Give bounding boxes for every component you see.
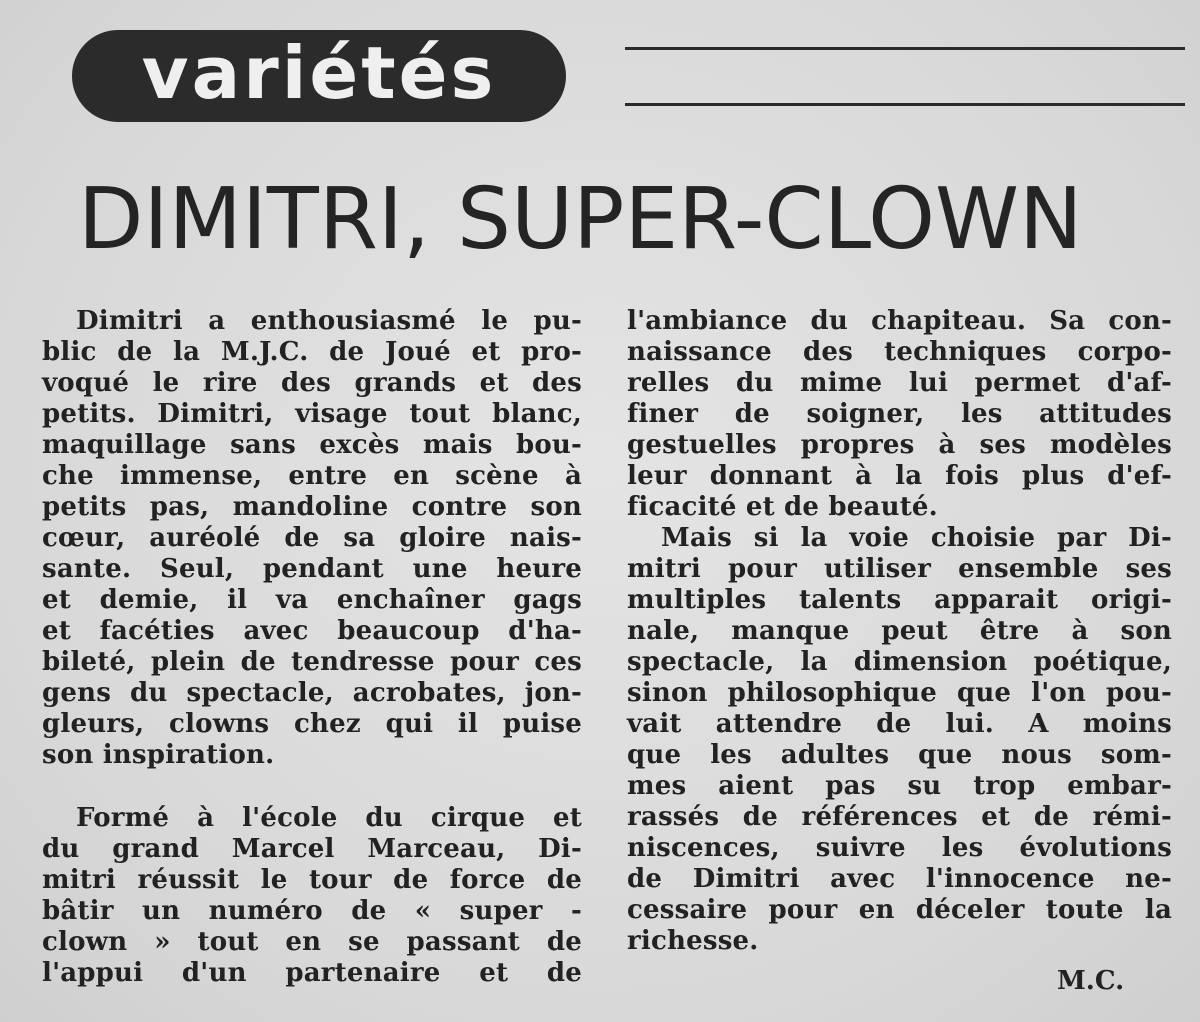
text-line: ficacité et de beauté.: [627, 492, 938, 522]
text-line: clown » tout en se passant de: [42, 927, 582, 957]
author-signature: M.C.: [1057, 966, 1125, 996]
text-line: maquillage sans excès mais bou-: [42, 430, 582, 460]
text-line: bileté, plein de tendresse pour ces: [42, 647, 582, 677]
text-line: et facéties avec beaucoup d'ha-: [42, 616, 582, 646]
paragraph-spacer: [42, 771, 582, 803]
text-line: cœur, auréolé de sa gloire nais-: [42, 523, 582, 553]
text-line: relles du mime lui permet d'af-: [627, 368, 1172, 398]
text-line: sante. Seul, pendant une heure: [42, 554, 582, 584]
text-line: che immense, entre en scène à: [42, 461, 582, 491]
text-line: l'appui d'un partenaire et de: [42, 958, 582, 988]
article-headline: DIMITRI, SUPER-CLOWN: [78, 170, 1083, 269]
text-line: mitri pour utiliser ensemble ses: [627, 554, 1172, 584]
right-column: [627, 306, 1172, 957]
right-paragraph-2: [627, 523, 1172, 957]
text-line: bâtir un numéro de « super -: [42, 896, 582, 926]
text-line: multiples talents apparait origi-: [627, 585, 1172, 615]
text-line: gleurs, clowns chez qui il puise: [42, 709, 582, 739]
text-line: nale, manque peut être à son: [627, 616, 1172, 646]
text-line: et demie, il va enchaîner gags: [42, 585, 582, 615]
text-line: richesse.: [627, 926, 759, 956]
text-line: gestuelles propres à ses modèles: [627, 430, 1172, 460]
text-line: vait attendre de lui. A moins: [627, 709, 1172, 739]
left-paragraph-1: [42, 306, 582, 771]
text-line: mitri réussit le tour de force de: [42, 865, 582, 895]
left-paragraph-2: [42, 803, 582, 989]
text-line: niscences, suivre les évolutions: [627, 833, 1172, 863]
text-line: spectacle, la dimension poétique,: [627, 647, 1172, 677]
text-line: leur donnant à la fois plus d'ef-: [627, 461, 1172, 491]
text-line: naissance des techniques corpo-: [627, 337, 1172, 367]
section-badge-label: variétés: [141, 31, 497, 115]
text-line: que les adultes que nous som-: [627, 740, 1172, 770]
text-line: cessaire pour en déceler toute la: [627, 895, 1172, 925]
text-line: l'ambiance du chapiteau. Sa con-: [627, 306, 1172, 336]
text-line: mes aient pas su trop embar-: [627, 771, 1172, 801]
text-line: de Dimitri avec l'innocence ne-: [627, 864, 1172, 894]
text-line: son inspiration.: [42, 740, 275, 770]
text-line: du grand Marcel Marceau, Di-: [42, 834, 582, 864]
header-rule-top: [625, 47, 1185, 50]
text-line: Formé à l'école du cirque et: [76, 803, 582, 833]
left-column: [42, 306, 582, 989]
text-line: Dimitri a enthousiasmé le pu-: [76, 306, 582, 336]
right-paragraph-1: [627, 306, 1172, 523]
text-line: blic de la M.J.C. de Joué et pro-: [42, 337, 582, 367]
text-line: sinon philosophique que l'on pou-: [627, 678, 1172, 708]
text-line: petits pas, mandoline contre son: [42, 492, 582, 522]
text-line: gens du spectacle, acrobates, jon-: [42, 678, 582, 708]
text-line: rassés de références et de rémi-: [627, 802, 1172, 832]
text-line: Mais si la voie choisie par Di-: [661, 523, 1172, 553]
text-line: voqué le rire des grands et des: [42, 368, 582, 398]
header-rule-bottom: [625, 103, 1185, 106]
text-line: finer de soigner, les attitudes: [627, 399, 1172, 429]
text-line: petits. Dimitri, visage tout blanc,: [42, 399, 582, 429]
section-badge: [72, 30, 566, 122]
